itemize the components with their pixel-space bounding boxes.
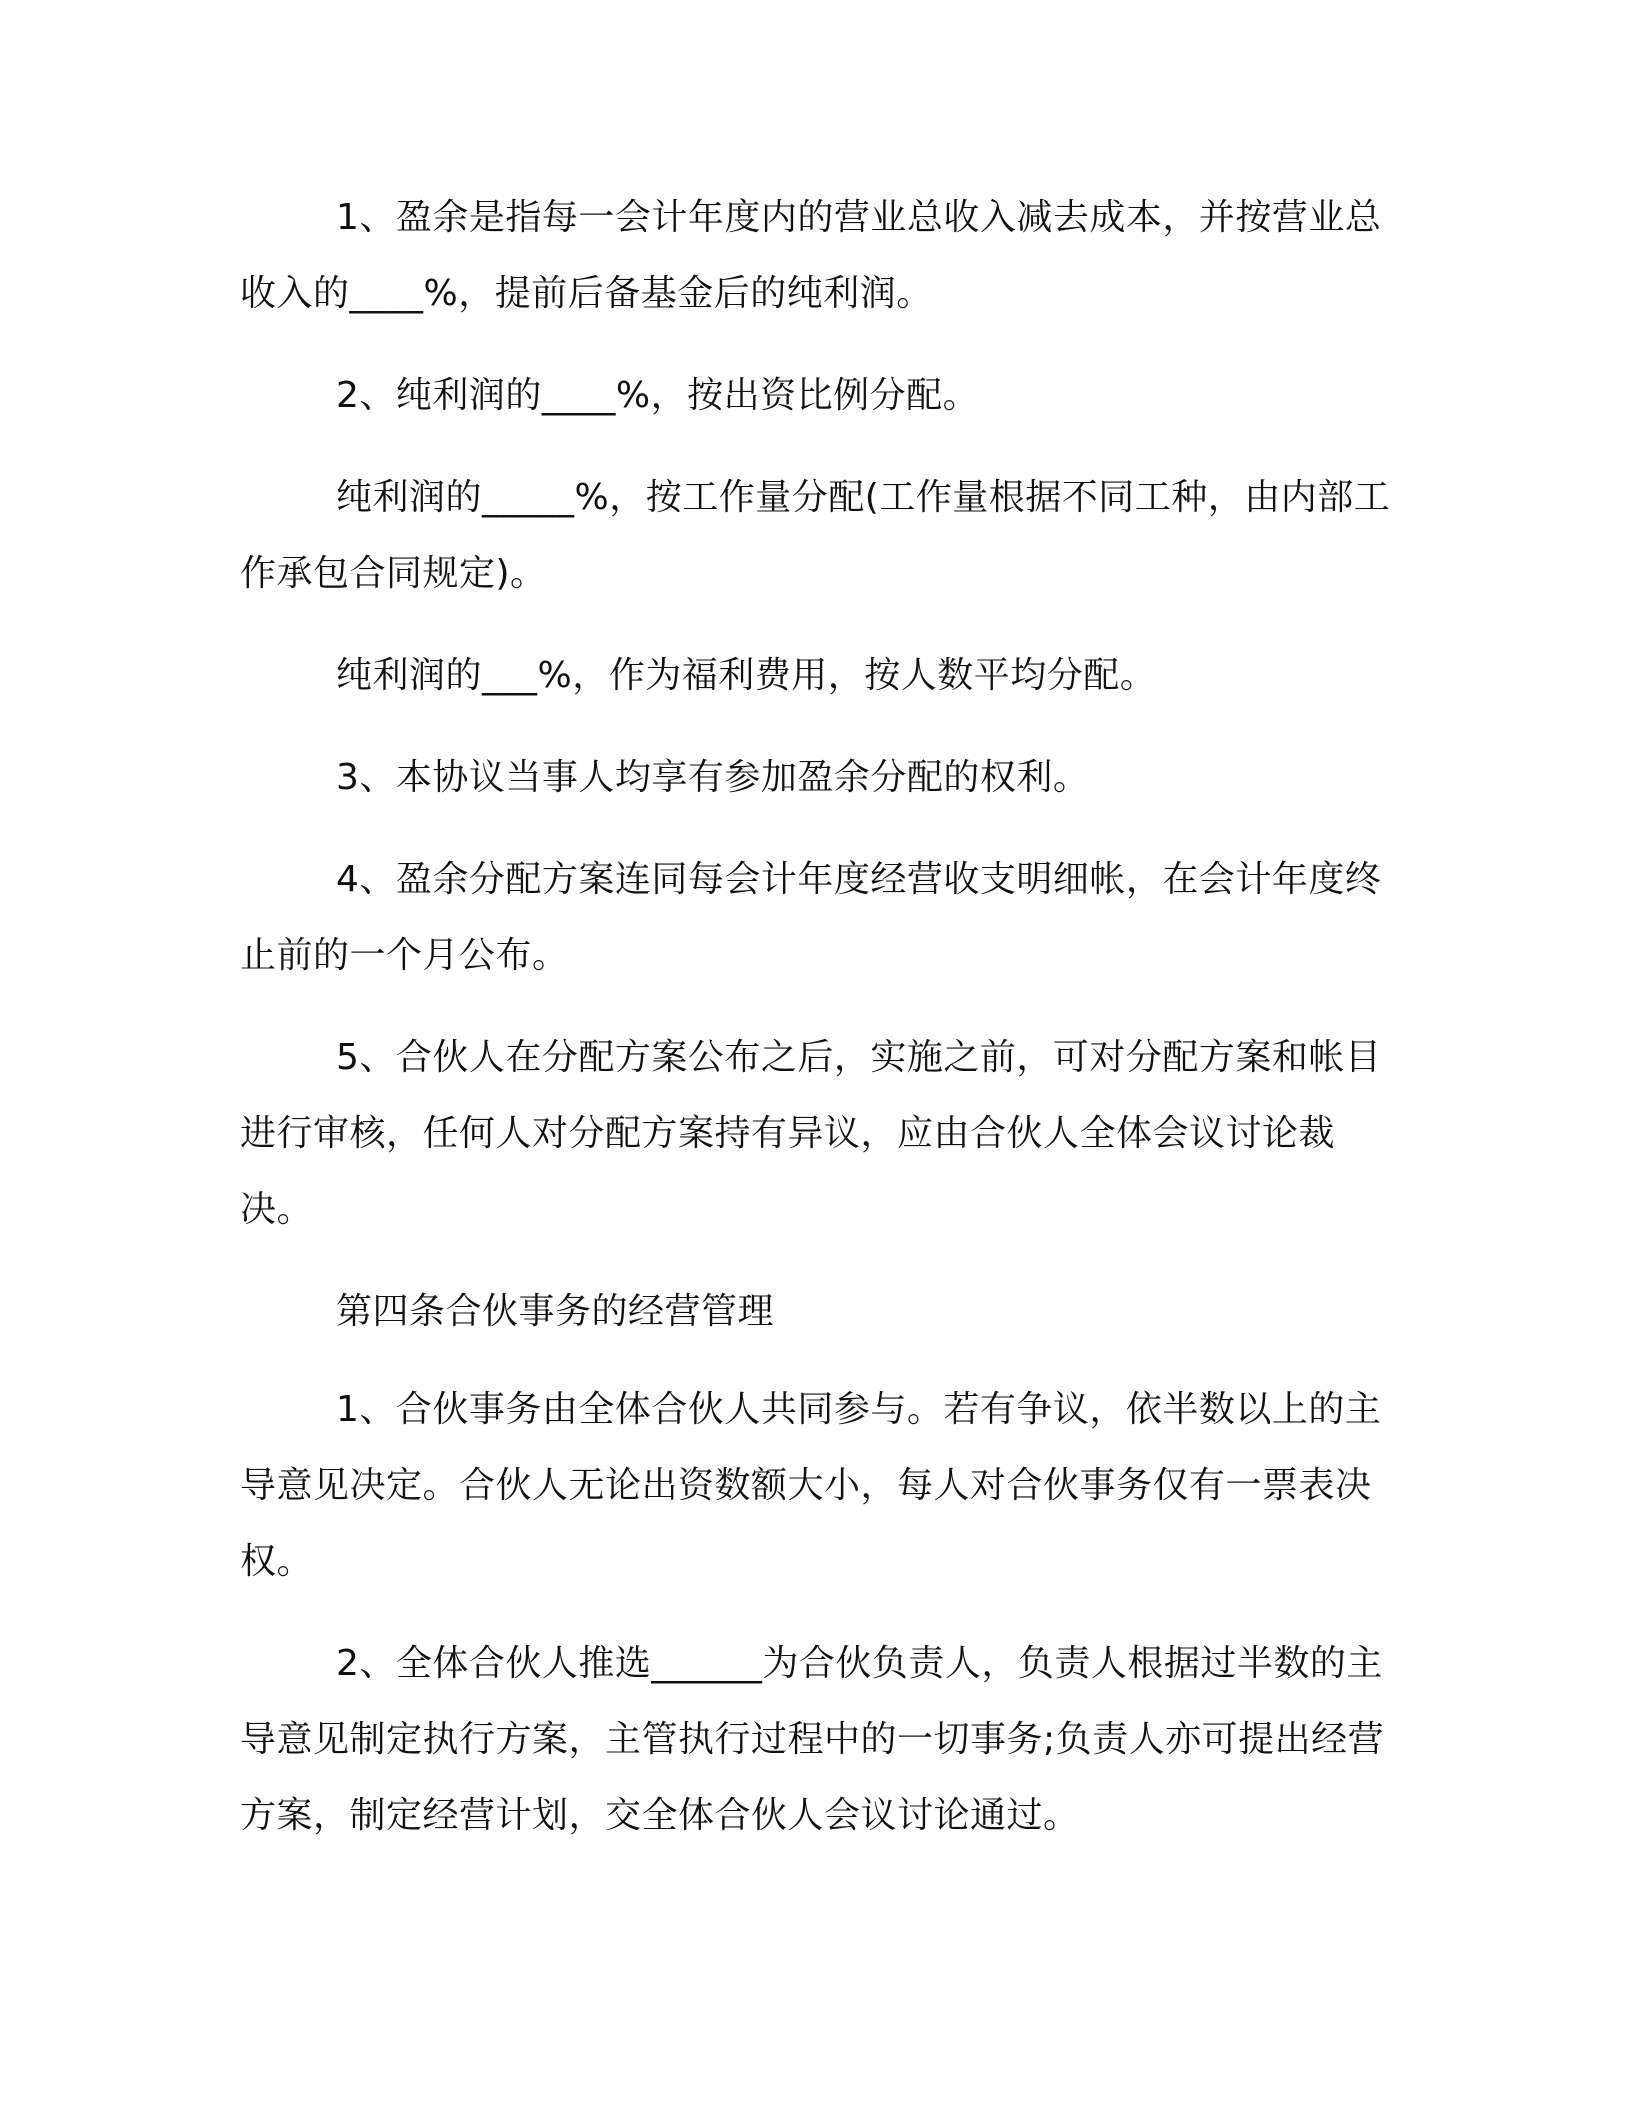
- paragraph-profit-by-capital: 2、纯利润的____%，按出资比例分配。: [336, 375, 980, 416]
- paragraph-joint-participation: 1、合伙事务由全体合伙人共同参与。若有争议，依半数以上的主导意见决定。合伙人无论出资数额大小，每人对合伙事务仅有一票表决权。: [240, 1389, 1382, 1582]
- section-heading-article-four: 第四条合伙事务的经营管理: [336, 1291, 775, 1332]
- paragraph-surplus-definition: 1、盈余是指每一会计年度内的营业总收入减去成本，并按营业总收入的____%，提前后备基金后的纯利润。: [240, 197, 1382, 314]
- paragraph-distribution-right: 3、本协议当事人均享有参加盈余分配的权利。: [336, 757, 1090, 798]
- document-body: [240, 180, 1400, 1880]
- paragraph-partner-leader: 2、全体合伙人推选______为合伙负责人，负责人根据过半数的主导意见制定执行方案，主管执行过程中的一切事务;负责人亦可提出经营方案，制定经营计划，交全体合伙人会议讨论通过。: [240, 1643, 1385, 1836]
- paragraph-profit-welfare: 纯利润的___%，作为福利费用，按人数平均分配。: [336, 655, 1157, 696]
- paragraph-plan-review: 5、合伙人在分配方案公布之后，实施之前，可对分配方案和帐目进行审核，任何人对分配方案持有异议，应由合伙人全体会议讨论裁决。: [240, 1037, 1382, 1230]
- paragraph-distribution-plan: 4、盈余分配方案连同每会计年度经营收支明细帐，在会计年度终止前的一个月公布。: [240, 859, 1382, 976]
- paragraph-profit-by-workload: 纯利润的_____%，按工作量分配(工作量根据不同工种，由内部工作承包合同规定)。: [240, 477, 1391, 594]
